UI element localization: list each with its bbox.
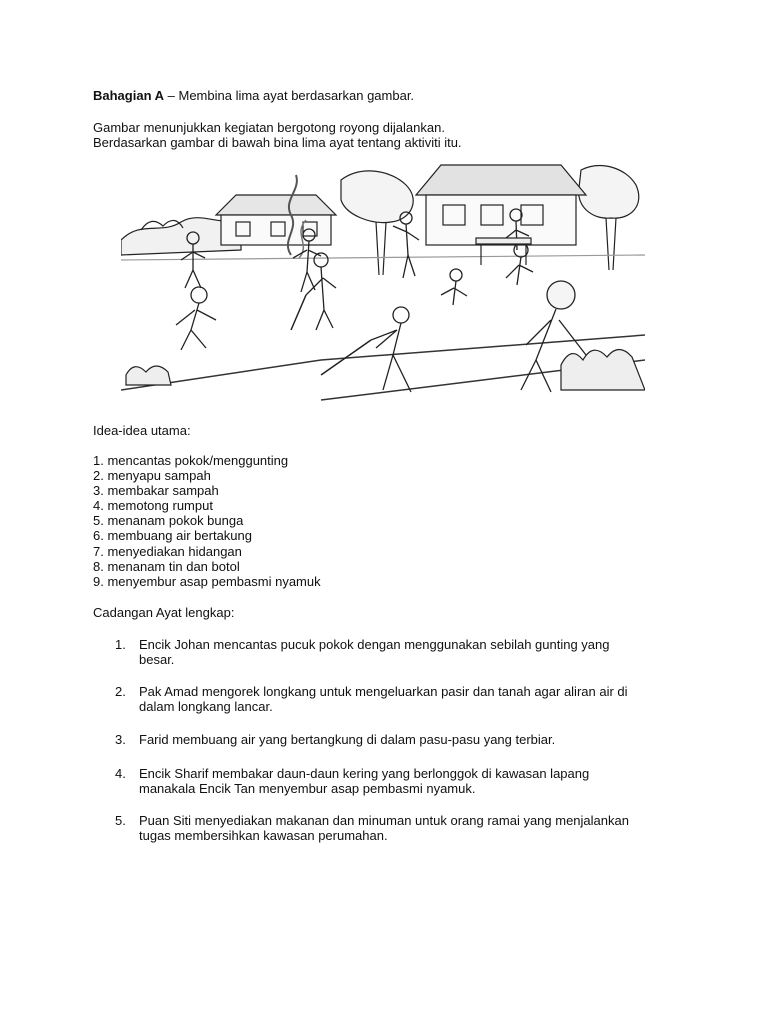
list-item: 7. menyediakan hidangan	[93, 543, 242, 559]
sentence-line-2: dalam longkang lancar.	[139, 699, 273, 714]
sentence-number: 3.	[115, 732, 126, 747]
sentence-text	[139, 766, 684, 796]
intro-line-1: Gambar menunjukkan kegiatan bergotong royong dijalankan.	[93, 120, 445, 135]
sentence-text	[139, 684, 684, 714]
section-heading-rest: – Membina lima ayat berdasarkan gambar.	[164, 88, 415, 103]
sentence-line-2: besar.	[139, 652, 175, 667]
list-item: 1. mencantas pokok/menggunting	[93, 453, 289, 468]
list-item: 3. membakar sampah	[93, 483, 219, 499]
sentence-number: 5.	[115, 813, 126, 828]
list-item: 5. menanam pokok bunga	[93, 513, 244, 529]
list-item: 6. membuang air bertakung	[93, 528, 252, 544]
sentence-text	[139, 813, 684, 843]
intro-line-2: Berdasarkan gambar di bawah bina lima ayat tentang aktiviti itu.	[93, 135, 462, 150]
section-heading	[93, 88, 414, 103]
sentence-line-2: manakala Encik Tan menyembur asap pembasmi nyamuk.	[139, 781, 476, 796]
list-item: 2. menyapu sampah	[93, 468, 211, 484]
list-item: 8. menanam tin dan botol	[93, 558, 240, 574]
sentence-line-1: Encik Johan mencantas pucuk pokok dengan menggunakan sebilah gunting yang	[139, 637, 610, 652]
list-item: 9. menyembur asap pembasmi nyamuk	[93, 573, 321, 589]
sentence-line-1: Pak Amad mengorek longkang untuk mengeluarkan pasir dan tanah agar aliran air di	[139, 684, 628, 699]
section-heading-bold: Bahagian A	[93, 88, 165, 103]
sentence-line-1: Encik Sharif membakar daun-daun kering yang berlonggok di kawasan lapang	[139, 766, 590, 781]
sentence-text	[139, 637, 684, 667]
sentence-text	[139, 732, 684, 747]
sentence-line-1: Puan Siti menyediakan makanan dan minuman untuk orang ramai yang menjalankan	[139, 813, 629, 828]
gotong-royong-illustration	[121, 160, 645, 410]
sentence-line-1: Farid membuang air yang bertangkung di dalam pasu-pasu yang terbiar.	[139, 732, 556, 747]
list-item: 4. memotong rumput	[93, 498, 213, 514]
sentence-number: 1.	[115, 637, 126, 652]
ideas-title: Idea-idea utama:	[93, 423, 191, 438]
sentence-number: 4.	[115, 766, 126, 781]
sentences-title: Cadangan Ayat lengkap:	[93, 605, 235, 620]
ideas-list	[93, 453, 321, 589]
sentence-line-2: tugas membersihkan kawasan perumahan.	[139, 828, 388, 843]
sentence-number: 2.	[115, 684, 126, 699]
